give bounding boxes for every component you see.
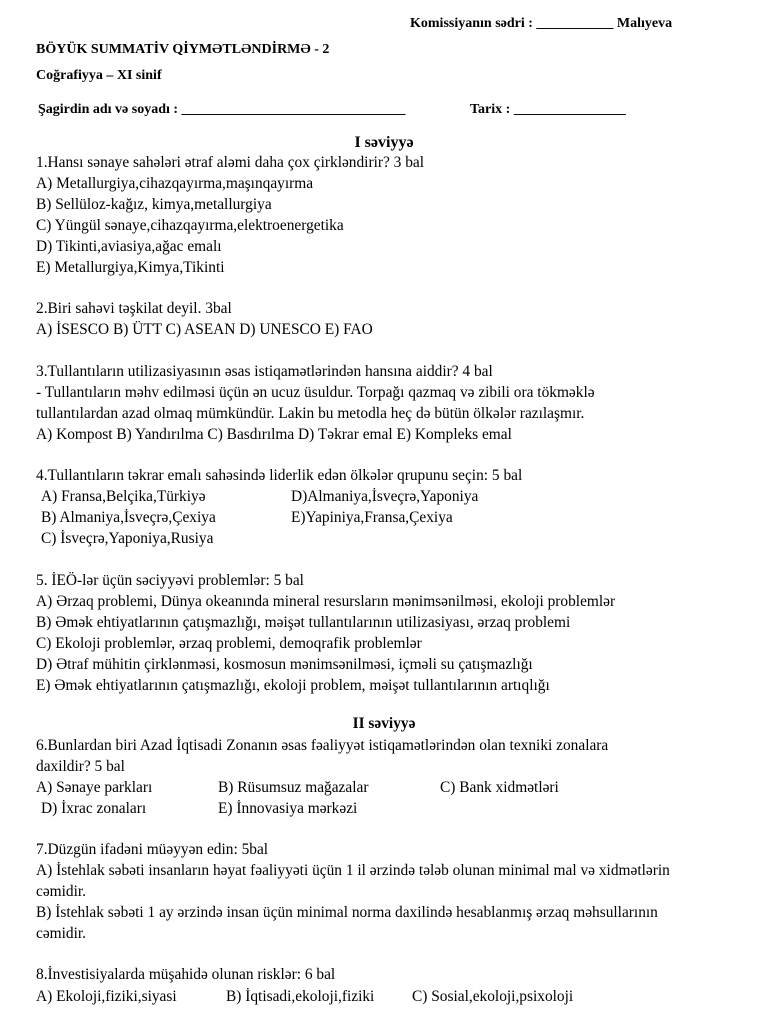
q6-option-e: E) İnnovasiya mərkəzi (218, 800, 358, 817)
q6-option-b: B) Rüsumsuz mağazalar (218, 779, 369, 796)
q8-option-a: A) Ekoloji,fiziki,siyasi (36, 988, 177, 1005)
exam-title: BÖYÜK SUMMATİV QİYMƏTLƏNDİRMƏ - 2 (36, 42, 330, 57)
q4-option-d: D)Almaniya,İsveçrə,Yaponiya (291, 488, 479, 505)
q1-option-b: B) Sellüloz-kağız, kimya,metallurgiya (36, 196, 272, 213)
q5-option-c: C) Ekoloji problemlər, ərzaq problemi, demoqrafik problemlər (36, 635, 422, 652)
q5-option-b: B) Əmək ehtiyatlarının çatışmazlığı, məişət tullantılarının utilizasiyası, ərzaq problemi (36, 614, 571, 631)
question-5: 5. İEÖ-lər üçün səciyyəvi problemlər: 5 bal (36, 572, 304, 589)
question-4: 4.Tullantıların təkrar emalı sahəsində liderlik edən ölkələr qrupunu seçin: 5 bal (36, 467, 523, 484)
q1-option-d: D) Tikinti,aviasiya,ağac emalı (36, 238, 222, 255)
level-two-heading: II səviyyə (352, 715, 416, 732)
subject-line: Coğrafiyya – XI sinif (36, 68, 162, 83)
date-field[interactable]: Tarix : ________________ (470, 102, 626, 117)
q8-option-c: C) Sosial,ekoloji,psixoloji (412, 988, 574, 1005)
q5-option-d: D) Ətraf mühitin çirklənməsi, kosmosun mənimsənilməsi, içməli su çatışmazlığı (36, 656, 533, 673)
q1-option-a: A) Metallurgiya,cihazqayırma,maşınqayırma (36, 175, 314, 192)
question-6-line-1: 6.Bunlardan biri Azad İqtisadi Zonanın əsas fəaliyyət istiqamətlərindən olan texniki zonalara (36, 737, 609, 754)
q7-option-a-line-1: A) İstehlak səbəti insanların həyat fəaliyyəti üçün 1 il ərzində tələb olunan minimal mal və xidmətlərin (36, 862, 670, 879)
q6-option-c: C) Bank xidmətləri (440, 779, 559, 796)
q4-option-c: C) İsveçrə,Yaponiya,Rusiya (41, 530, 214, 547)
q3-text-2: tullantılardan azad olmaq mümkündür. Lakin bu metodla heç də bütün ölkələr razılaşmır. (36, 405, 585, 422)
q3-options: A) Kompost B) Yandırılma C) Basdırılma D) Təkrar emal E) Kompleks emal (36, 426, 512, 443)
q7-option-b-line-2: cəmidir. (36, 925, 87, 942)
question-3: 3.Tullantıların utilizasiyasının əsas istiqamətlərindən hansına aiddir? 4 bal (36, 363, 493, 380)
q2-options: A) İSESCO B) ÜTT C) ASEAN D) UNESCO E) FAO (36, 321, 373, 338)
q7-option-a-line-2: cəmidir. (36, 883, 87, 900)
student-name-field[interactable]: Şagirdin adı və soyadı : ________________________________ (38, 102, 406, 117)
q6-option-a: A) Sənaye parkları (36, 779, 153, 796)
q6-option-d: D) İxrac zonaları (41, 800, 147, 817)
question-1: 1.Hansı sənaye sahələri ətraf aləmi daha çox çirkləndirir? 3 bal (36, 154, 425, 171)
q8-option-b: B) İqtisadi,ekoloji,fiziki (226, 988, 375, 1005)
question-8: 8.İnvestisiyalarda müşahidə olunan risklər: 6 bal (36, 966, 336, 983)
question-2: 2.Biri sahəvi təşkilat deyil. 3bal (36, 300, 232, 317)
q3-text-1: - Tullantıların məhv edilməsi üçün ən ucuz üsuldur. Torpağı qazmaq və zibili ora tökməklə (36, 384, 595, 401)
commission-line: Komissiyanın sədri : ___________ Malıyeva (410, 16, 673, 31)
question-6-line-2: daxildir? 5 bal (36, 758, 125, 775)
q1-option-c: C) Yüngül sənaye,cihazqayırma,elektroenergetika (36, 217, 344, 234)
q1-option-e: E) Metallurgiya,Kimya,Tikinti (36, 259, 225, 276)
question-7: 7.Düzgün ifadəni müəyyən edin: 5bal (36, 841, 269, 858)
q4-option-e: E)Yapiniya,Fransa,Çexiya (291, 509, 453, 526)
q4-option-b: B) Almaniya,İsveçrə,Çexiya (41, 509, 216, 526)
q5-option-a: A) Ərzaq problemi, Dünya okeanında mineral resursların mənimsənilməsi, ekoloji problemlər (36, 593, 616, 610)
level-one-heading: I səviyyə (354, 134, 414, 151)
q5-option-e: E) Əmək ehtiyatlarının çatışmazlığı, ekoloji problem, məişət tullantılarının artıqlığı (36, 677, 550, 694)
q7-option-b-line-1: B) İstehlak səbəti 1 ay ərzində insan üçün minimal norma daxilində hesablanmış ərzaq məhsullarının (36, 904, 658, 921)
q4-option-a: A) Fransa,Belçika,Türkiyə (41, 488, 206, 505)
